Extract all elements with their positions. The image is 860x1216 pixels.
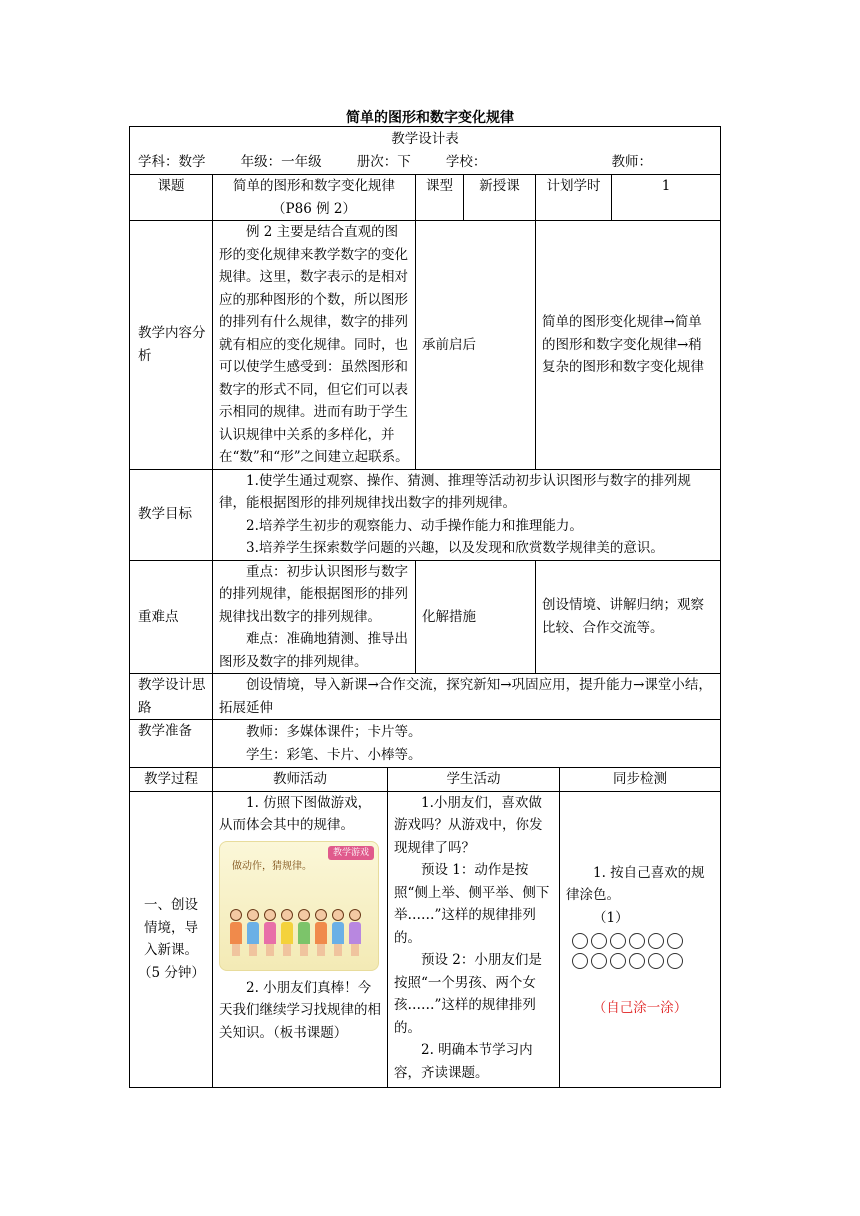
design-idea-paragraph: 创设情境，导入新课→合作交流，探究新知→巩固应用，提升能力→课堂小结，拓展延伸	[219, 677, 712, 716]
stage1-student-p1: 1.小朋友们，喜欢做游戏吗？从游戏中，你发现规律了吗？	[394, 794, 543, 856]
goals-text	[213, 469, 721, 560]
color-circle[interactable]	[629, 933, 645, 949]
preparation-label: 教学准备	[130, 720, 213, 768]
content-analysis-text	[213, 221, 416, 470]
topic-label: 课题	[130, 175, 213, 221]
measures-text: 创设情境、讲解归纳；观察比较、合作交流等。	[536, 560, 721, 674]
color-circle[interactable]	[591, 953, 607, 969]
color-circle[interactable]	[610, 933, 626, 949]
kid-figure	[281, 909, 293, 956]
color-circle[interactable]	[667, 933, 683, 949]
sync-check-header: 同步检测	[560, 768, 721, 792]
topic-line2: （P86 例 2）	[272, 200, 356, 217]
color-circle[interactable]	[610, 953, 626, 969]
stage1-check-red-note: （自己涂一涂）	[592, 1000, 688, 1016]
preparation-student: 学生：彩笔、卡片、小棒等。	[246, 746, 422, 763]
kid-figure	[264, 909, 276, 956]
stage1-check-p2: （1）	[593, 909, 629, 926]
difficulty-point: 难点：准确地猜测、推导出图形及数字的排列规律。	[219, 631, 408, 670]
goal-item-2: 2.培养学生初步的观察能力、动手操作能力和推理能力。	[246, 517, 583, 534]
info-subject: 学科：数学	[138, 153, 206, 170]
kid-figure	[230, 909, 242, 956]
color-circle[interactable]	[591, 933, 607, 949]
picture-caption: 做动作，猜规律。	[232, 860, 312, 872]
design-idea-label: 教学设计思路	[130, 674, 213, 720]
table-title: 教学设计表	[391, 131, 459, 147]
measures-label: 化解措施	[416, 560, 536, 674]
info-row	[138, 151, 712, 174]
goal-item-1: 1.使学生通过观察、操作、猜测、推理等活动初步认识图形与数字的排列规律，能根据图形的排列规律找出数字的排列规律。	[219, 472, 691, 511]
info-teacher: 教师：	[611, 153, 652, 170]
kid-figure	[298, 909, 310, 956]
picture-tag: 教学游戏	[328, 846, 374, 860]
lesson-design-table	[129, 126, 721, 1088]
color-circle[interactable]	[629, 953, 645, 969]
color-circle[interactable]	[572, 953, 588, 969]
planned-hours-label: 计划学时	[536, 175, 612, 221]
color-circle[interactable]	[648, 933, 664, 949]
student-activity-header: 学生活动	[388, 768, 560, 792]
circle-row-1	[572, 933, 714, 949]
stage1-teacher-p1: 1. 仿照下图做游戏，从而体会其中的规律。	[219, 794, 372, 833]
circle-row-2	[572, 953, 714, 969]
topic-value	[213, 175, 416, 221]
connection-text: 简单的图形变化规律→简单的图形和数字变化规律→稍复杂的图形和数字变化规律	[536, 221, 721, 470]
topic-line1: 简单的图形和数字变化规律	[233, 178, 395, 194]
connection-label: 承前启后	[416, 221, 536, 470]
info-grade: 年级：一年级	[240, 153, 322, 170]
color-circle[interactable]	[572, 933, 588, 949]
stage1-student-p4: 2. 明确本节学习内容，齐读课题。	[394, 1042, 533, 1081]
stage1-check-p1: 1. 按自己喜欢的规律涂色。	[566, 864, 705, 903]
table-header-cell	[130, 127, 721, 175]
planned-hours-value: 1	[612, 175, 721, 221]
goal-item-3: 3.培养学生探索数学问题的兴趣，以及发现和欣赏数学规律美的意识。	[246, 540, 664, 556]
preparation-text	[213, 720, 721, 768]
stage1-student-cell	[388, 791, 560, 1087]
key-points-label: 重难点	[130, 560, 213, 674]
stage1-check-cell	[560, 791, 721, 1087]
kid-figure	[315, 909, 327, 956]
content-analysis-label: 教学内容分析	[130, 221, 213, 470]
game-picture	[219, 841, 379, 971]
design-idea-text	[213, 674, 721, 720]
stage1-teacher-cell	[213, 791, 388, 1087]
stage1-label-text: 一、创设情境，导入新课。（5 分钟）	[138, 897, 205, 981]
goals-label: 教学目标	[130, 469, 213, 560]
stage1-label	[130, 791, 213, 1087]
kid-figure	[349, 909, 361, 956]
process-label: 教学过程	[130, 768, 213, 792]
stage1-student-p2: 预设 1：动作是按照“侧上举、侧平举、侧下举……”这样的规律排列的。	[394, 862, 550, 946]
stage1-teacher-p2: 2. 小朋友们真棒！今天我们继续学习找规律的相关知识。（板书课题）	[219, 979, 381, 1041]
info-volume: 册次：下	[356, 153, 411, 170]
kid-figure	[332, 909, 344, 956]
lesson-type-value: 新授课	[464, 175, 536, 221]
key-point: 重点：初步认识图形与数字的排列规律，能根据图形的排列规律找出数字的排列规律。	[219, 563, 408, 625]
key-points-text	[213, 560, 416, 674]
teacher-activity-header: 教师活动	[213, 768, 388, 792]
info-school: 学校：	[445, 153, 487, 170]
color-circle[interactable]	[667, 953, 683, 969]
lesson-type-label: 课型	[416, 175, 464, 221]
document-title: 简单的图形和数字变化规律	[346, 110, 514, 126]
content-analysis-paragraph: 例 2 主要是结合直观的图形的变化规律来教学数字的变化规律。这里，数字表示的是相对应的那种图形的个数，所以图形的排列有什么规律，数字的排列就有相应的变化规律。同时，也可以使学生感受到：虽然图形和数字的形式不同，但它们可以表示相同的规律。进而有助于学生认识规律中关系的多样化，并在“数”和“形”之间建立起联系。	[219, 224, 409, 465]
stage1-student-p3: 预设 2：小朋友们是按照“一个男孩、两个女孩……”这样的规律排列的。	[394, 952, 542, 1036]
color-circle[interactable]	[648, 953, 664, 969]
preparation-teacher: 教师：多媒体课件；卡片等。	[246, 724, 422, 740]
kid-figure	[247, 909, 259, 956]
